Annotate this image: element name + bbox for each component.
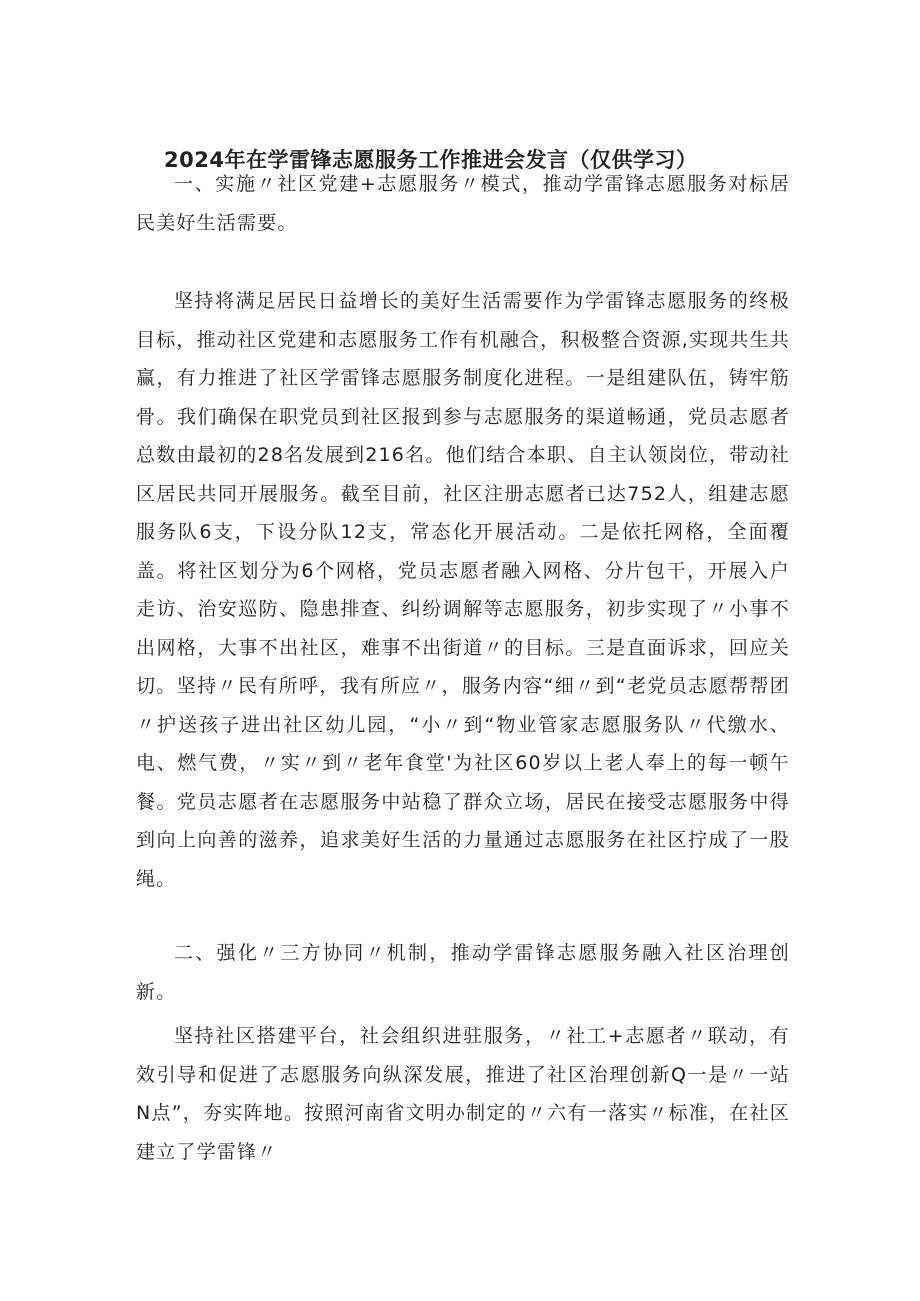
- section-heading-1-text: 一、实施〃社区党建+志愿服务〃模式，推动学雷锋志愿服务对标居民美好生活需要。: [136, 173, 790, 234]
- body-paragraph-2-text: 坚持社区搭建平台，社会组织进驻服务，〃社工+志愿者〃联动，有效引导和促进了志愿服务向纵深发展，推进了社区治理创新Q一是〃一站N点”，夯实阵地。按照河南省文明办制定的〃六有一落实〃标准，在社区建立了学雷锋〃: [136, 1025, 790, 1163]
- section-heading-2-text: 二、强化〃三方协同〃机制，推动学雷锋志愿服务融入社区治理创新。: [136, 942, 790, 1003]
- section-heading-2: [136, 934, 790, 1011]
- body-paragraph-2: [136, 1017, 790, 1171]
- section-heading-1: [136, 165, 790, 242]
- body-paragraph-1-text: 坚持将满足居民日益增长的美好生活需要作为学雷锋志愿服务的终极目标，推动社区党建和志愿服务工作有机融合，积极整合资源,实现共生共赢，有力推进了社区学雷锋志愿服务制度化进程。一是组建队伍，铸牢筋骨。我们确保在职党员到社区报到参与志愿服务的渠道畅通，党员志愿者总数由最初的28名发展到216名。他们结合本职、自主认领岗位，带动社区居民共同开展服务。截至目前，社区注册志愿者已达752人，组建志愿服务队6支，下设分队12支，常态化开展活动。二是依托网格，全面覆盖。将社区划分为6个网格，党员志愿者融入网格、分片包干，开展入户走访、治安巡防、隐患排查、纠纷调解等志愿服务，初步实现了〃小事不出网格，大事不出社区，难事不出街道〃的目标。三是直面诉求，回应关切。坚持〃民有所呼，我有所应〃，服务内容“细〃到“老党员志愿帮帮团〃护送孩子进出社区幼儿园，“小〃到“物业管家志愿服务队〃代缴水、电、燃气费，〃实〃到〃老年食堂'为社区60岁以上老人奉上的每一顿午餐。党员志愿者在志愿服务中站稳了群众立场，居民在接受志愿服务中得到向上向善的滋养，追求美好生活的力量通过志愿服务在社区拧成了一股绳。: [136, 290, 790, 890]
- document-title: 2024年在学雷锋志愿服务工作推进会发言（仅供学习）: [164, 148, 698, 172]
- body-paragraph-1: [136, 282, 790, 898]
